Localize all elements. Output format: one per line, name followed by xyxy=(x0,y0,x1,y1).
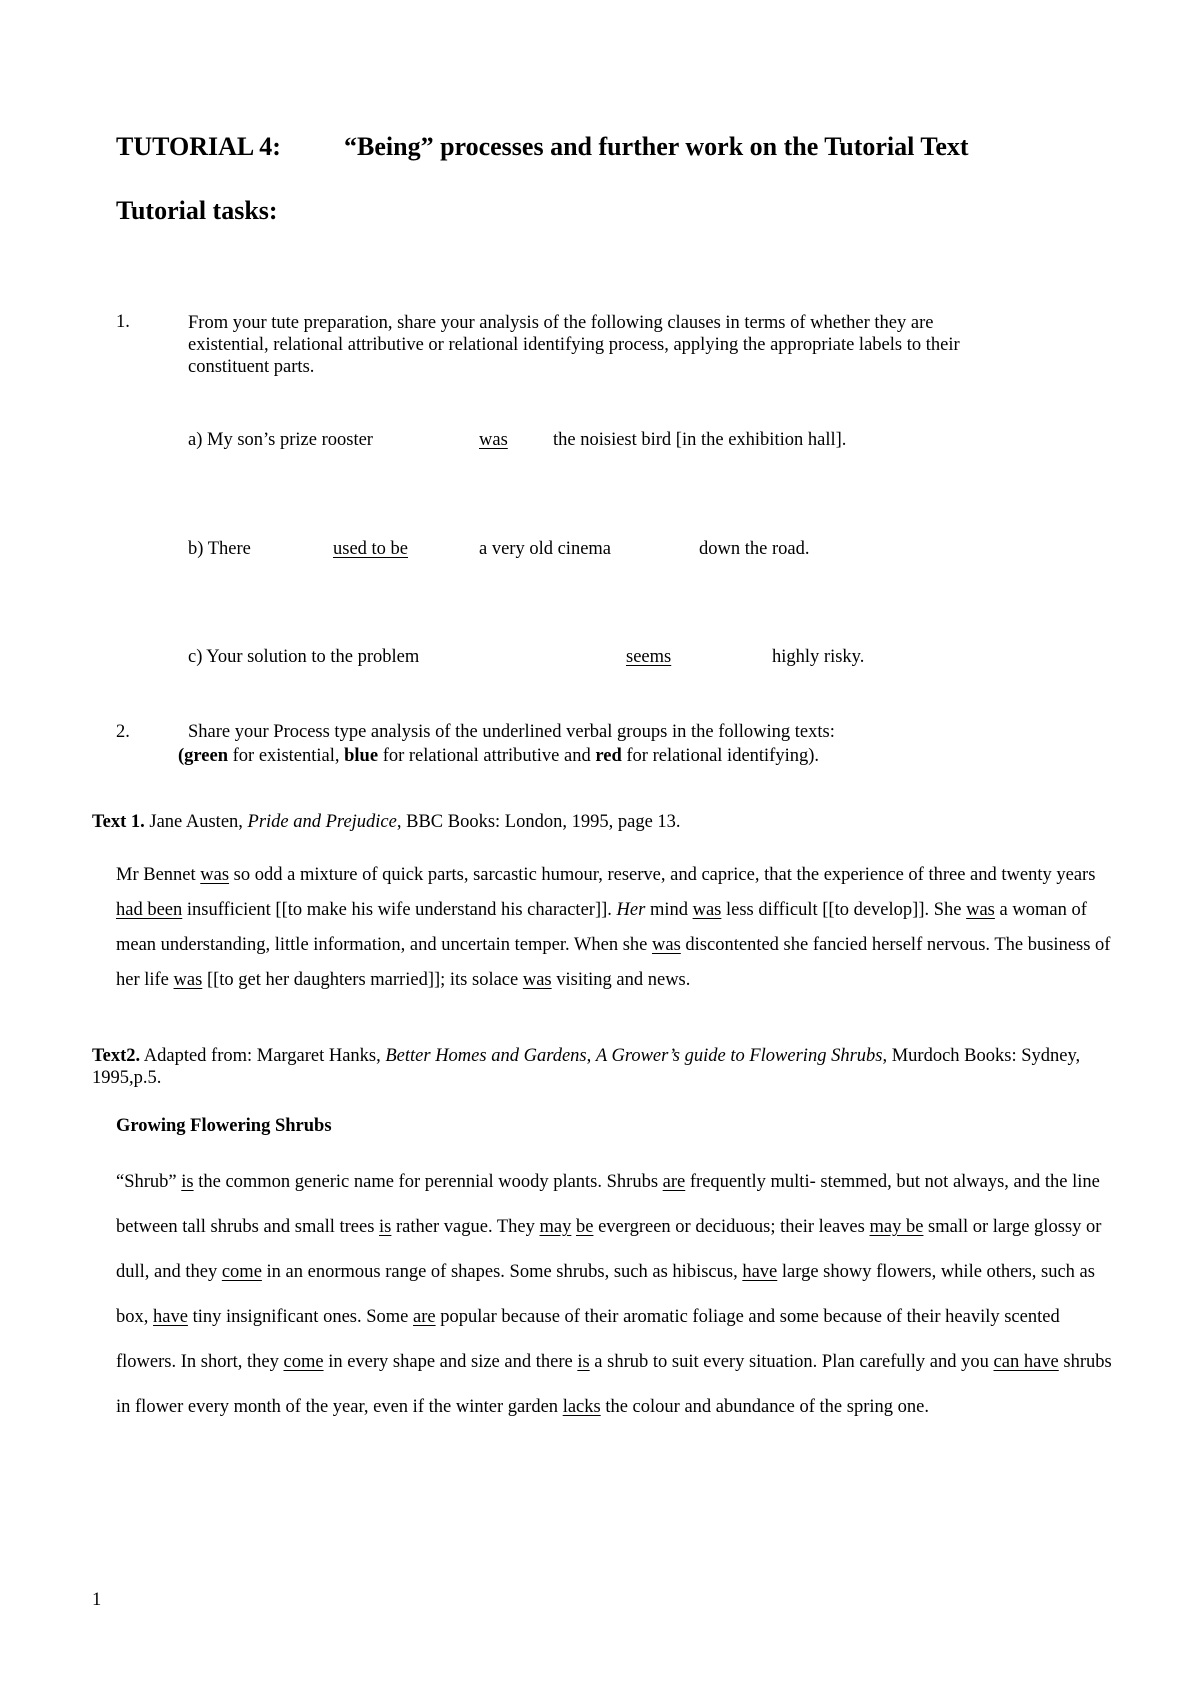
task1-number: 1. xyxy=(116,312,130,332)
text1-source-part: , BBC Books: London, 1995, page 13. xyxy=(396,812,681,832)
legend-text: for existential, xyxy=(228,746,345,766)
text2-heading: Growing Flowering Shrubs xyxy=(116,1116,332,1136)
text2-source-part: , Murdoch Books: Sydney, 1995,p.5. xyxy=(92,1046,1081,1088)
text2-segment: popular because of their aromatic foliage and some because of their heavily scented flowers. In short, they xyxy=(116,1307,1060,1372)
clause-a-verb: was xyxy=(479,430,508,450)
title-label: TUTORIAL 4: xyxy=(116,132,281,161)
text1-source xyxy=(92,812,681,833)
task1-instructions xyxy=(188,312,960,378)
title-text: “Being” processes and further work on the Tutorial Text xyxy=(344,132,969,161)
verbal-group: have xyxy=(153,1307,188,1327)
verbal-group: was xyxy=(652,935,681,955)
clause-c-attribute: highly risky. xyxy=(772,647,865,667)
text2-segment: evergreen or deciduous; their leaves xyxy=(593,1217,870,1237)
verbal-group: is xyxy=(577,1352,590,1372)
verbal-group: can have xyxy=(993,1352,1059,1372)
task2-line1: Share your Process type analysis of the underlined verbal groups in the following texts: xyxy=(188,722,835,742)
verbal-group: is xyxy=(379,1217,392,1237)
subtitle: Tutorial tasks: xyxy=(116,196,278,225)
verbal-group: have xyxy=(742,1262,778,1282)
text2-segment: in every shape and size and there xyxy=(323,1352,578,1372)
verbal-group: was xyxy=(522,970,552,990)
verbal-group: was xyxy=(200,865,230,885)
text2-segment: the colour and abundance of the spring one. xyxy=(600,1397,929,1417)
clause-c-verb: seems xyxy=(626,647,672,667)
verbal-group: may xyxy=(539,1217,572,1237)
verbal-group: was xyxy=(966,900,995,920)
text1-source-part: Jane Austen, xyxy=(144,812,248,832)
text1-segment: insufficient [[to make his wife understand his character]]. xyxy=(182,900,617,920)
legend-green: green xyxy=(184,746,229,766)
text2-source-part: Adapted from: Margaret Hanks, xyxy=(140,1046,386,1066)
verbal-group: was xyxy=(692,900,722,920)
clause-a-subject: a) My son’s prize rooster xyxy=(188,430,373,450)
text1-label: Text 1. xyxy=(92,812,145,832)
verbal-group: come xyxy=(221,1262,262,1282)
text2-source-part: , xyxy=(586,1046,596,1066)
text1-segment: Mr Bennet xyxy=(116,865,201,885)
legend-red: red xyxy=(595,746,622,766)
clause-a-complement: the noisiest bird [in the exhibition hall]. xyxy=(553,430,847,450)
text2-segment: the common generic name for perennial woody plants. Shrubs xyxy=(193,1172,663,1192)
task1-line: existential, relational attributive or relational identifying process, applying the appropriate labels to their xyxy=(188,335,960,355)
task2-legend xyxy=(178,746,819,767)
text2-segment: small or large glossy or dull, and they xyxy=(116,1217,1102,1282)
text2-book-title: Better Homes and Gardens xyxy=(385,1046,587,1066)
text2-segment: shrubs in flower every month of the year, even if the winter garden xyxy=(116,1352,1112,1417)
clause-b-circumstance: down the road. xyxy=(699,539,810,559)
text1-book-title: Pride and Prejudice xyxy=(247,812,397,832)
text1-body xyxy=(116,858,1116,998)
text2-body xyxy=(116,1160,1116,1430)
verbal-group: come xyxy=(283,1352,324,1372)
text2-label: Text2. xyxy=(92,1046,141,1066)
text1-segment: visiting and news. xyxy=(551,970,691,990)
verbal-group: had been xyxy=(116,900,183,920)
text2-book-subtitle: A Grower’s guide to Flowering Shrubs xyxy=(595,1046,883,1066)
verbal-group: are xyxy=(413,1307,436,1327)
text1-segment: a woman of mean understanding, little information, and uncertain temper. When she xyxy=(116,900,1087,955)
text1-segment: Her xyxy=(616,900,646,920)
text2-segment: a shrub to suit every situation. Plan carefully and you xyxy=(589,1352,994,1372)
text1-segment: [[to get her daughters married]]; its solace xyxy=(202,970,523,990)
verbal-group: was xyxy=(173,970,203,990)
verbal-group: lacks xyxy=(562,1397,601,1417)
legend-blue: blue xyxy=(344,746,379,766)
text1-segment: mind xyxy=(645,900,693,920)
text1-segment: discontented she fancied herself nervous. The business of her life xyxy=(116,935,1111,990)
clause-b-existent: a very old cinema xyxy=(479,539,612,559)
verbal-group: are xyxy=(662,1172,686,1192)
text2-segment: “Shrub” xyxy=(116,1172,182,1192)
text1-segment: so odd a mixture of quick parts, sarcastic humour, reserve, and caprice, that the experience of three and twenty years xyxy=(229,865,1096,885)
clause-b-verb: used to be xyxy=(333,539,409,559)
verbal-group: be xyxy=(575,1217,594,1237)
clause-c-subject: c) Your solution to the problem xyxy=(188,647,420,667)
clause-b-subject: b) There xyxy=(188,539,251,559)
legend-text: for relational identifying). xyxy=(621,746,820,766)
task1-line: From your tute preparation, share your analysis of the following clauses in terms of whether they are xyxy=(188,313,934,333)
text2-segment: in an enormous range of shapes. Some shrubs, such as hibiscus, xyxy=(261,1262,743,1282)
page-title xyxy=(116,132,969,162)
task2-number: 2. xyxy=(116,722,130,742)
verbal-group: is xyxy=(181,1172,194,1192)
page-number: 1 xyxy=(92,1590,102,1610)
legend-open: ( xyxy=(178,746,185,766)
verbal-group: may be xyxy=(869,1217,924,1237)
legend-text: for relational attributive and xyxy=(378,746,596,766)
text2-segment: rather vague. They xyxy=(391,1217,540,1237)
text1-segment: less difficult [[to develop]]. She xyxy=(721,900,967,920)
task1-line: constituent parts. xyxy=(188,357,315,377)
text2-segment: large showy flowers, while others, such as box, xyxy=(116,1262,1095,1327)
text2-source xyxy=(92,1045,1092,1089)
text2-segment: frequently multi- stemmed, but not always, and the line between tall shrubs and small trees xyxy=(116,1172,1100,1237)
text2-segment: tiny insignificant ones. Some xyxy=(187,1307,413,1327)
